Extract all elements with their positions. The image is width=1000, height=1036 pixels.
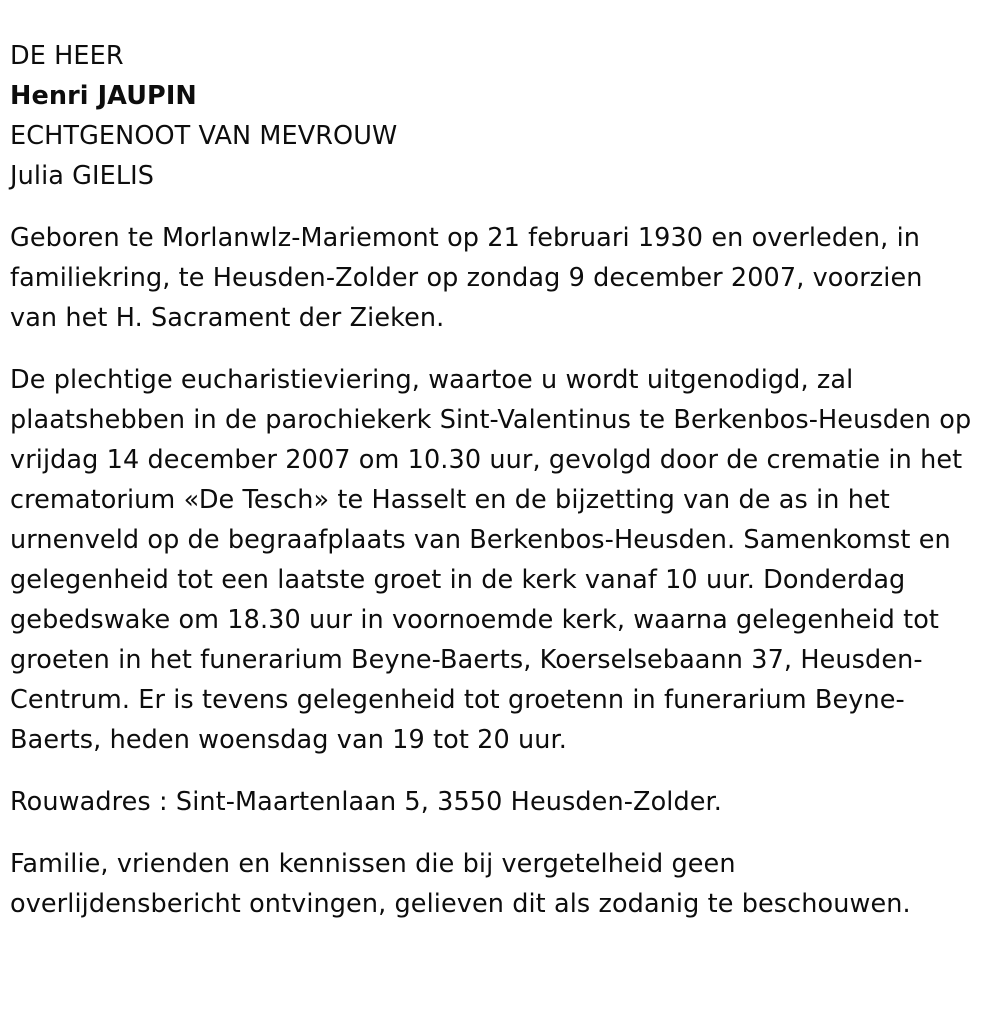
service-paragraph: De plechtige eucharistieviering, waartoe u wordt uitgenodigd, zal plaatshebben in de parochiekerk Sint-Valentinus te Berkenbos-Heusden op vrijdag 14 december 2007 om 10.30 uur, gevolgd door de crematie in het crematorium «De Tesch» te Hasselt en de bijzetting van de as in het urnenveld op de begraafplaats van Berkenbos-Heusden. Samenkomst en gelegenheid tot een laatste groet in de kerk vanaf 10 uur. Donderdag gebedswake om 18.30 uur in voornoemde kerk, waarna gelegenheid tot groeten in het funerarium Beyne-Baerts, Koerselsebaann 37, Heusden-Centrum. Er is tevens gelegenheid tot groetenn in funerarium Beyne-Baerts, heden woensdag van 19 tot 20 uur. xyxy=(10,365,972,755)
deceased-name: Henri JAUPIN xyxy=(10,81,197,111)
spacer xyxy=(10,196,972,218)
mourning-address-paragraph: Rouwadres : Sint-Maartenlaan 5, 3550 Heusden-Zolder. xyxy=(10,787,722,817)
birth-death-paragraph: Geboren te Morlanwlz-Mariemont op 21 februari 1930 en overleden, in familiekring, te Heusden-Zolder op zondag 9 december 2007, voorzien van het H. Sacrament der Zieken. xyxy=(10,223,923,333)
spacer xyxy=(10,822,972,844)
spouse-label: ECHTGENOOT VAN MEVROUW xyxy=(10,121,398,151)
notice-paragraph: Familie, vrienden en kennissen die bij vergetelheid geen overlijdensbericht ontvingen, gelieven dit als zodanig te beschouwen. xyxy=(10,849,911,919)
salutation-line: DE HEER xyxy=(10,41,124,71)
spacer xyxy=(10,760,972,782)
spacer xyxy=(10,338,972,360)
deceased-header xyxy=(10,36,972,196)
spouse-name: Julia GIELIS xyxy=(10,161,155,191)
